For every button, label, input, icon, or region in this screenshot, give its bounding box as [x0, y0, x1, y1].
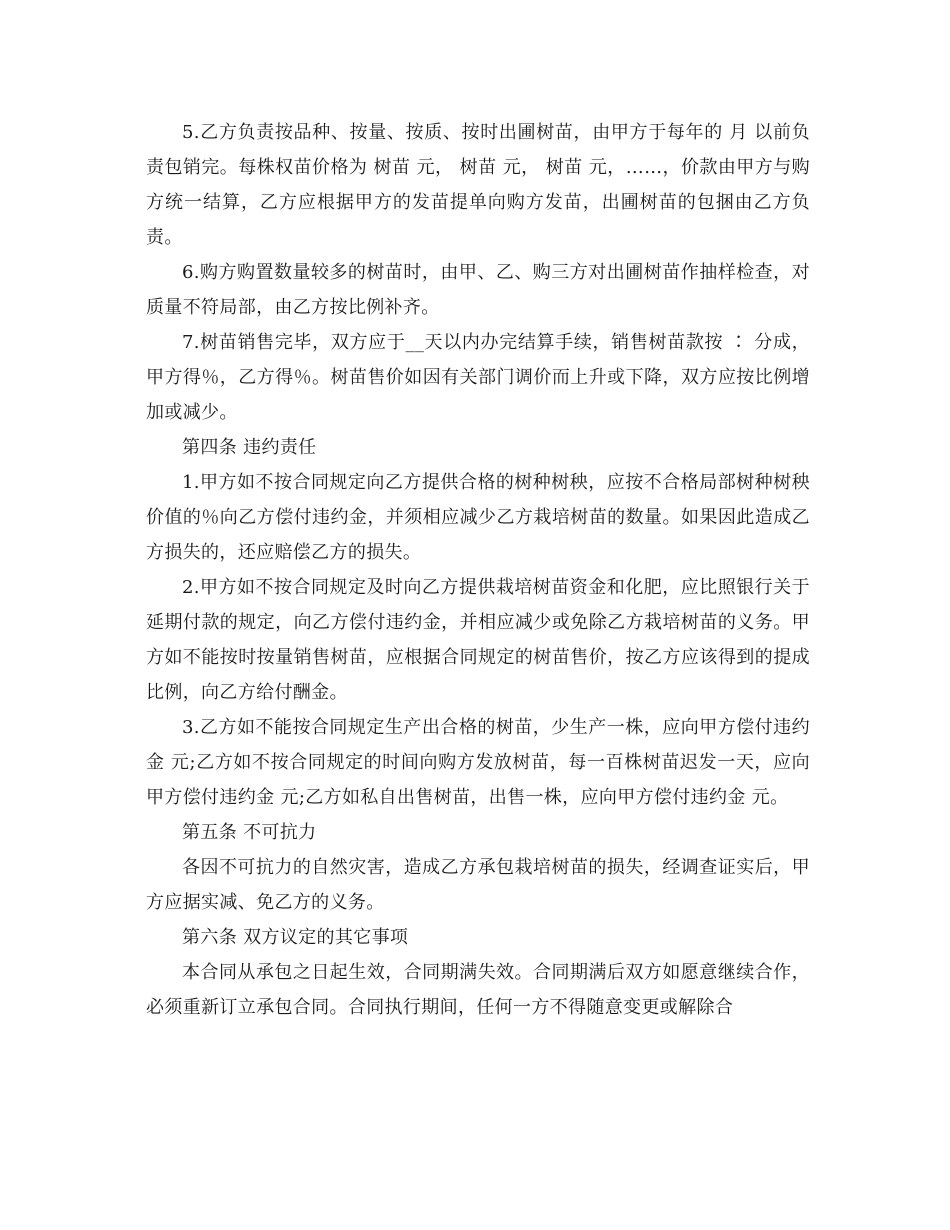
clause-5-paragraph: 5.乙方负责按品种、按量、按质、按时出圃树苗，由甲方于每年的 月 以前负责包销完。每株权苗价格为 树苗 元， 树苗 元， 树苗 元，……，价款由甲方与购方统一结算，乙方应根据甲方的发苗提单向购方发苗，出圃树苗的包捆由乙方负责。: [146, 122, 810, 248]
force-majeure-paragraph: 各因不可抗力的自然灾害，造成乙方承包栽培树苗的损失，经调查证实后，甲方应据实减、免乙方的义务。: [146, 857, 810, 913]
article-5-heading: 第五条 不可抗力: [182, 822, 317, 843]
article-4-heading: 第四条 违约责任: [182, 437, 317, 458]
contract-body: [146, 115, 810, 1025]
liability-3-paragraph: 3.乙方如不能按合同规定生产出合格的树苗，少生产一株，应向甲方偿付违约金 元;乙方如不按合同规定的时间向购方发放树苗，每一百株树苗迟发一天，应向甲方偿付违约金 元;乙方如私自出售树苗，出售一株，应向甲方偿付违约金 元。: [146, 717, 810, 808]
liability-2-paragraph: 2.甲方如不按合同规定及时向乙方提供栽培树苗资金和化肥，应比照银行关于延期付款的规定，向乙方偿付违约金，并相应减少或免除乙方栽培树苗的义务。甲方如不能按时按量销售树苗，应根据合同规定的树苗售价，按乙方应该得到的提成比例，向乙方给付酬金。: [146, 577, 810, 703]
article-6-heading: 第六条 双方议定的其它事项: [182, 927, 409, 948]
liability-1-paragraph: 1.甲方如不按合同规定向乙方提供合格的树种树秧，应按不合格局部树种树秧价值的％向乙方偿付违约金，并须相应减少乙方栽培树苗的数量。如果因此造成乙方损失的，还应赔偿乙方的损失。: [146, 472, 810, 563]
clause-6-paragraph: 6.购方购置数量较多的树苗时，由甲、乙、购三方对出圃树苗作抽样检查，对质量不符局部，由乙方按比例补齐。: [146, 262, 810, 318]
clause-7-paragraph: 7.树苗销售完毕，双方应于__天以内办完结算手续，销售树苗款按 ∶ 分成，甲方得％，乙方得％。树苗售价如因有关部门调价而上升或下降，双方应按比例增加或减少。: [146, 332, 810, 423]
other-matters-paragraph: 本合同从承包之日起生效，合同期满失效。合同期满后双方如愿意继续合作，必须重新订立承包合同。合同执行期间，任何一方不得随意变更或解除合: [146, 962, 810, 1018]
